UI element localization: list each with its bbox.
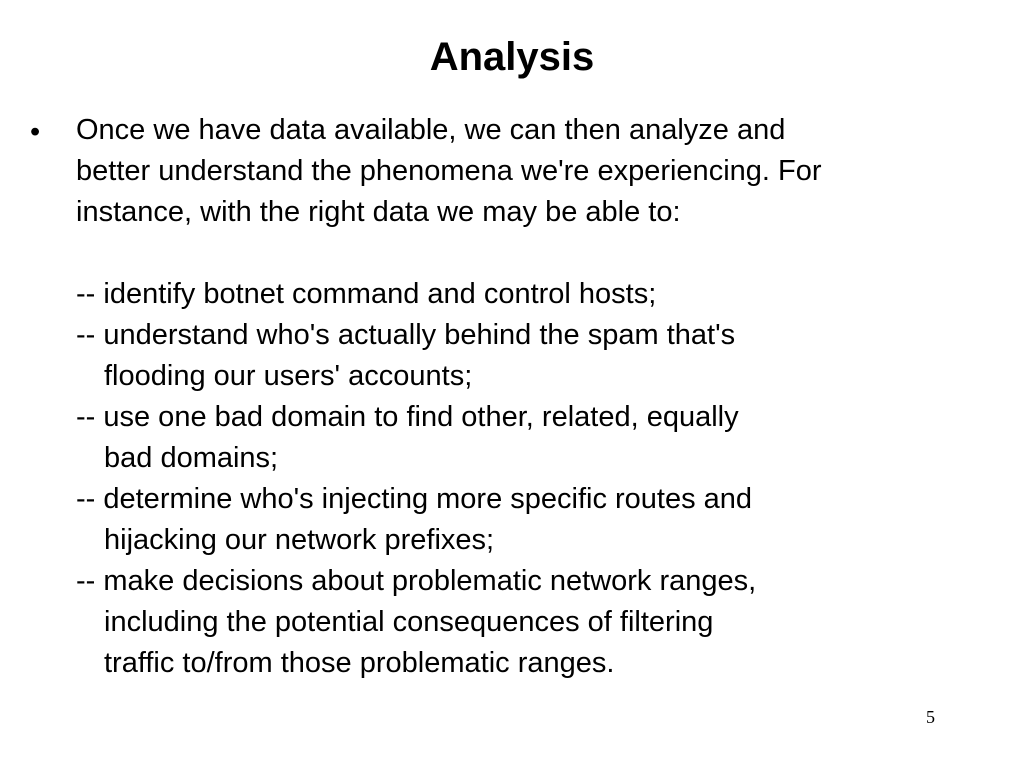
intro-line: better understand the phenomena we're experiencing. For <box>76 155 822 187</box>
paragraph-spacer <box>76 233 996 274</box>
list-item-continuation: traffic to/from those problematic ranges. <box>104 647 615 679</box>
bullet-content <box>76 110 996 684</box>
list-item-line: -- understand who's actually behind the spam that's <box>76 319 736 351</box>
list-item-line: -- make decisions about problematic network ranges, <box>76 565 757 597</box>
list-item-line: -- use one bad domain to find other, related, equally <box>76 401 739 433</box>
list-item-line: -- determine who's injecting more specific routes and <box>76 483 753 515</box>
list-item-continuation: hijacking our network prefixes; <box>104 524 495 556</box>
bullet-icon: • <box>30 116 41 148</box>
slide-title: Analysis <box>429 35 595 79</box>
list-item-continuation: including the potential consequences of filtering <box>104 606 714 638</box>
intro-line: instance, with the right data we may be able to: <box>76 196 681 228</box>
list-item-line: -- identify botnet command and control hosts; <box>76 278 657 310</box>
page-number: 5 <box>926 707 935 727</box>
intro-line: Once we have data available, we can then analyze and <box>76 114 786 146</box>
list-item-continuation: flooding our users' accounts; <box>104 360 473 392</box>
list-item-continuation: bad domains; <box>104 442 279 474</box>
